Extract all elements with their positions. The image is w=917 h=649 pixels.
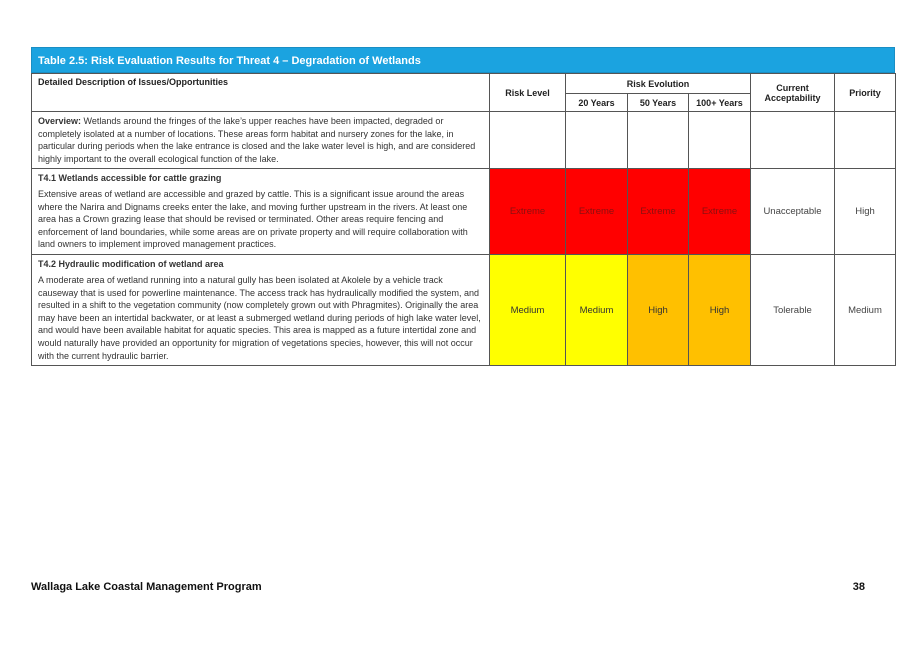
priority-cell: High: [835, 169, 896, 255]
header-risk-level: Risk Level: [490, 74, 566, 112]
overview-empty-cell: [751, 112, 835, 169]
overview-text: Wetlands around the fringes of the lake’s upper reaches have been impacted, degraded or completely isolated at a number of locations. These areas form habitat and nursery zones for the lake, in particular during periods when the lake entrance is closed and the lake water level is high, and are considered highly important to the overall ecological function of the lake.: [38, 116, 476, 164]
risk-20-years-cell: Extreme: [566, 169, 628, 255]
table-title: Table 2.5: Risk Evaluation Results for Threat 4 – Degradation of Wetlands: [31, 47, 895, 73]
overview-label: Overview:: [38, 116, 82, 126]
header-20-years: 20 Years: [566, 94, 628, 112]
overview-empty-cell: [490, 112, 566, 169]
header-description: Detailed Description of Issues/Opportunities: [32, 74, 490, 112]
overview-description: [32, 112, 490, 169]
overview-empty-cell: [835, 112, 896, 169]
footer-program-title: Wallaga Lake Coastal Management Program: [31, 581, 262, 593]
risk-20-years-cell: Medium: [566, 255, 628, 366]
row-text: A moderate area of wetland running into a natural gully has been isolated at Akolele by a vehicle track causeway that is used for powerline maintenance. The access track has hydraulically modified the system, and resulted in a shift to the vegetation community (now completely grown out with Phragmites). Originally the area may have been an intertidal backwater, or at least a submerged wetland during periods of high lake water level, and would have been available habitat for aquatic species. This area is mapped as a future intertidal zone and would naturally have provided an opportunity for migration of vegetations species, however, this will not occur with the current hydraulic barrier.: [38, 274, 481, 361]
risk-100-years-cell: High: [689, 255, 751, 366]
overview-empty-cell: [689, 112, 751, 169]
risk-level-cell: Extreme: [490, 169, 566, 255]
header-risk-evolution: Risk Evolution: [566, 74, 751, 94]
acceptability-cell: Tolerable: [751, 255, 835, 366]
risk-level-cell: Medium: [490, 255, 566, 366]
acceptability-cell: Unacceptable: [751, 169, 835, 255]
overview-empty-cell: [628, 112, 689, 169]
table-row: [32, 255, 896, 366]
header-priority: Priority: [835, 74, 896, 112]
row-heading: T4.2 Hydraulic modification of wetland area: [38, 259, 224, 270]
risk-50-years-cell: High: [628, 255, 689, 366]
header-row-1: [32, 74, 896, 94]
row-description: [32, 169, 490, 255]
risk-50-years-cell: Extreme: [628, 169, 689, 255]
row-heading: T4.1 Wetlands accessible for cattle grazing: [38, 173, 222, 184]
footer-page-number: 38: [852, 581, 865, 593]
row-description: [32, 255, 490, 366]
table-row: [32, 169, 896, 255]
row-text: Extensive areas of wetland are accessible and grazed by cattle. This is a significant issue around the areas where the Narira and Dignams creeks enter the lake, and moving further upstream in the rivers. At least one area has a Crown grazing lease that should be revised or terminated. Other areas require fencing and enforcement of land boundaries, while some areas are on private property and will require collaboration with land owners to implement improved management practices.: [38, 188, 468, 250]
overview-row: [32, 112, 896, 169]
header-50-years: 50 Years: [628, 94, 689, 112]
overview-empty-cell: [566, 112, 628, 169]
header-100-years: 100+ Years: [689, 94, 751, 112]
risk-100-years-cell: Extreme: [689, 169, 751, 255]
header-current-acceptability: Current Acceptability: [751, 74, 835, 112]
risk-evaluation-table: [31, 73, 896, 366]
risk-table-container: [31, 47, 895, 366]
priority-cell: Medium: [835, 255, 896, 366]
